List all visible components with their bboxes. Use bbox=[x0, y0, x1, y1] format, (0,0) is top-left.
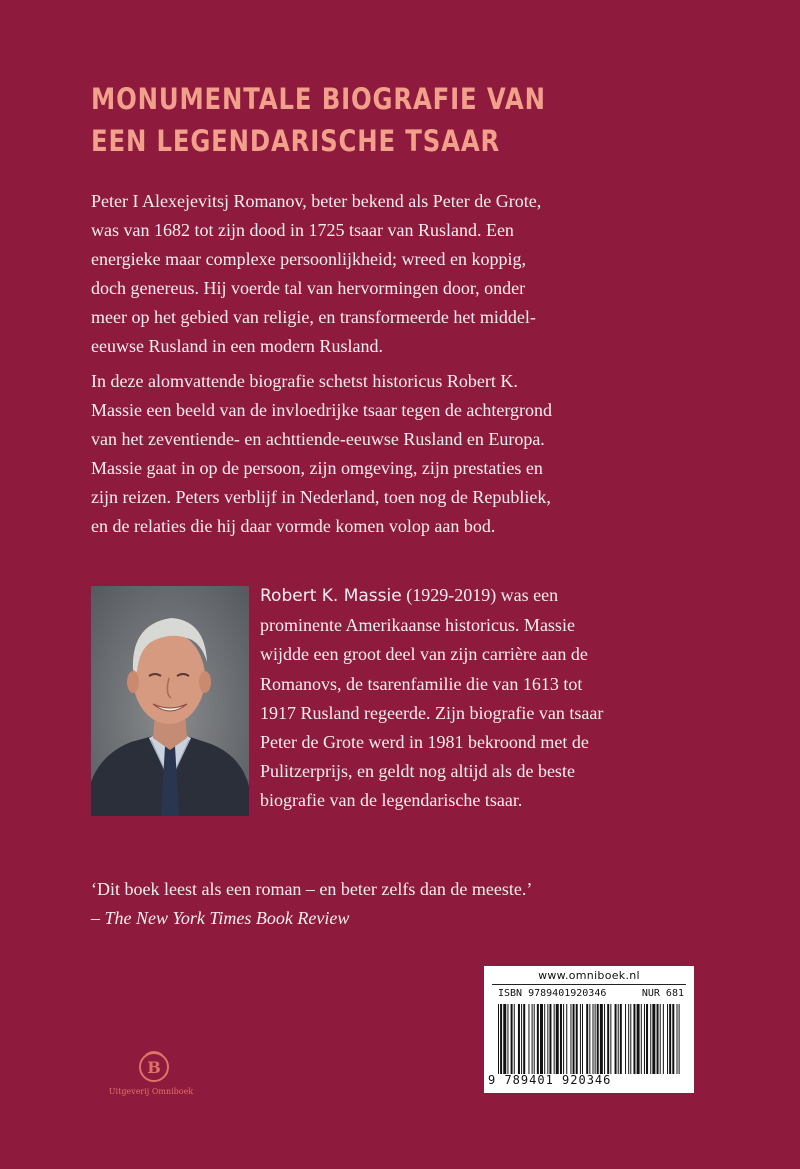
quote-text: ‘Dit boek leest als een roman – en beter zelfs dan de meeste.’ bbox=[91, 879, 533, 899]
barcode-bar bbox=[637, 1004, 640, 1074]
barcode-bar bbox=[593, 1004, 594, 1074]
paragraph-line: van het zeventiende- en achttiende-eeuwse Rusland en Europa. bbox=[91, 429, 545, 449]
logo-letter: B bbox=[147, 1058, 161, 1077]
barcode-bar bbox=[660, 1004, 661, 1074]
barcode-bar bbox=[514, 1004, 515, 1074]
headline bbox=[91, 78, 629, 162]
barcode-bar bbox=[521, 1004, 522, 1074]
bio-line: wijdde een groot deel van zijn carrière aan de bbox=[260, 644, 588, 665]
paragraph-line: was van 1682 tot zijn dood in 1725 tsaar van Rusland. Een bbox=[91, 220, 514, 240]
summary-paragraph bbox=[91, 367, 731, 541]
barcode-bar bbox=[650, 1004, 651, 1074]
barcode-bar bbox=[646, 1004, 648, 1074]
barcode-bar bbox=[573, 1004, 575, 1074]
barcode-bar bbox=[600, 1004, 603, 1074]
bio-line: 1917 Rusland regeerde. Zijn biografie van tsaar bbox=[260, 702, 604, 723]
barcode-bar bbox=[511, 1004, 513, 1074]
bio-line: Pulitzerprijs, en geldt nog altijd als de beste bbox=[260, 761, 575, 782]
nur-label: NUR 681 bbox=[641, 988, 684, 999]
headline-line-2: EEN LEGENDARISCHE TSAAR bbox=[91, 124, 501, 158]
barcode-bar bbox=[498, 1004, 499, 1074]
barcode-bar bbox=[618, 1004, 619, 1074]
paragraph-line: meer op het gebied van religie, en transformeerde het middel- bbox=[91, 307, 536, 327]
barcode-bar bbox=[518, 1004, 520, 1074]
barcode-bar bbox=[540, 1004, 543, 1074]
paragraph-line: zijn reizen. Peters verblijf in Nederland, toen nog de Republiek, bbox=[91, 487, 551, 507]
barcode-bar bbox=[534, 1004, 535, 1074]
barcode-bar bbox=[677, 1004, 678, 1074]
barcode-bar bbox=[560, 1004, 562, 1074]
barcode-bar bbox=[503, 1004, 506, 1074]
author-dates: (1929-2019) was een bbox=[401, 585, 559, 605]
barcode-bar bbox=[679, 1004, 680, 1074]
barcode-bar bbox=[523, 1004, 525, 1074]
barcode-bar bbox=[582, 1004, 583, 1074]
barcode-bar bbox=[549, 1004, 551, 1074]
barcode-block bbox=[484, 966, 694, 1093]
barcode-bar bbox=[628, 1004, 629, 1074]
paragraph-line: In deze alomvattende biografie schetst historicus Robert K. bbox=[91, 371, 518, 391]
barcode-bar bbox=[641, 1004, 642, 1074]
bio-line: prominente Amerikaanse historicus. Massie bbox=[260, 615, 575, 636]
paragraph-line: Massie gaat in op de persoon, zijn omgeving, zijn prestaties en bbox=[91, 458, 543, 478]
headline-line-1: MONUMENTALE BIOGRAFIE VAN bbox=[91, 82, 546, 116]
publisher-name: Uitgeverij Omniboek bbox=[108, 1087, 194, 1096]
barcode-bar bbox=[547, 1004, 548, 1074]
barcode-bar bbox=[580, 1004, 581, 1074]
barcode-bar bbox=[652, 1004, 655, 1074]
barcode-bar bbox=[669, 1004, 671, 1074]
publisher-url: www.omniboek.nl bbox=[538, 969, 640, 982]
barcode-bar bbox=[528, 1004, 529, 1074]
author-name: Robert K. Massie bbox=[260, 586, 402, 606]
quote-source-line bbox=[91, 904, 771, 933]
barcode-bar bbox=[597, 1004, 599, 1074]
barcode-bar bbox=[667, 1004, 668, 1074]
bio-line: Romanovs, de tsarenfamilie die van 1613 tot bbox=[260, 673, 583, 694]
barcode-bar bbox=[500, 1004, 502, 1074]
barcode-bar bbox=[615, 1004, 617, 1074]
review-quote bbox=[91, 875, 771, 933]
barcode-bar bbox=[586, 1004, 588, 1074]
barcode-bar bbox=[620, 1004, 622, 1074]
barcode-bar bbox=[532, 1004, 533, 1074]
barcode-divider bbox=[492, 984, 686, 985]
paragraph-line: Massie een beeld van de invloedrijke tsaar tegen de achtergrond bbox=[91, 400, 552, 420]
paragraph-line: doch genereus. Hij voerde tal van hervormingen door, onder bbox=[91, 278, 526, 298]
bio-line: Peter de Grote werd in 1981 bekroond met de bbox=[260, 732, 589, 753]
author-bio bbox=[260, 581, 740, 816]
barcode-bar bbox=[563, 1004, 564, 1074]
barcode-digits: 9 789401 920346 bbox=[488, 1073, 612, 1087]
barcode-bar bbox=[507, 1004, 508, 1074]
barcode-bar bbox=[630, 1004, 631, 1074]
barcode-bar bbox=[644, 1004, 645, 1074]
barcode-bar bbox=[537, 1004, 539, 1074]
barcode-bar bbox=[589, 1004, 590, 1074]
barcode-bar bbox=[595, 1004, 596, 1074]
barcode-bar bbox=[657, 1004, 659, 1074]
paragraph-line: eeuwse Rusland in een modern Rusland. bbox=[91, 336, 383, 356]
intro-paragraph bbox=[91, 187, 731, 361]
barcode-bar bbox=[544, 1004, 545, 1074]
publisher-logo bbox=[104, 1049, 204, 1109]
barcode-bar bbox=[554, 1004, 555, 1074]
barcode-bar bbox=[625, 1004, 626, 1074]
author-portrait-icon bbox=[91, 586, 249, 816]
paragraph-line: Peter I Alexejevitsj Romanov, beter bekend als Peter de Grote, bbox=[91, 191, 542, 211]
isbn-label: ISBN 9789401920346 bbox=[498, 988, 607, 999]
barcode-bar bbox=[672, 1004, 674, 1074]
barcode-bar bbox=[566, 1004, 567, 1074]
barcode-bar bbox=[633, 1004, 635, 1074]
barcode-bars bbox=[496, 1004, 686, 1074]
barcode-bar bbox=[610, 1004, 611, 1074]
barcode-bar bbox=[607, 1004, 609, 1074]
bio-first-line bbox=[260, 581, 740, 611]
barcode-bar bbox=[556, 1004, 559, 1074]
barcode-bar bbox=[663, 1004, 664, 1074]
bio-line: biografie van de legendarische tsaar. bbox=[260, 790, 523, 811]
paragraph-line: en de relaties die hij daar vormde komen volop aan bod. bbox=[91, 516, 496, 536]
omniboek-logo-icon bbox=[137, 1049, 171, 1085]
author-photo bbox=[91, 586, 249, 816]
barcode-bar bbox=[570, 1004, 571, 1074]
barcode-bar bbox=[604, 1004, 605, 1074]
barcode-bar bbox=[576, 1004, 578, 1074]
quote-source: The New York Times Book Review bbox=[104, 908, 350, 928]
paragraph-line: energieke maar complexe persoonlijkheid; wreed en koppig, bbox=[91, 249, 527, 269]
quote-dash: – bbox=[91, 908, 105, 928]
